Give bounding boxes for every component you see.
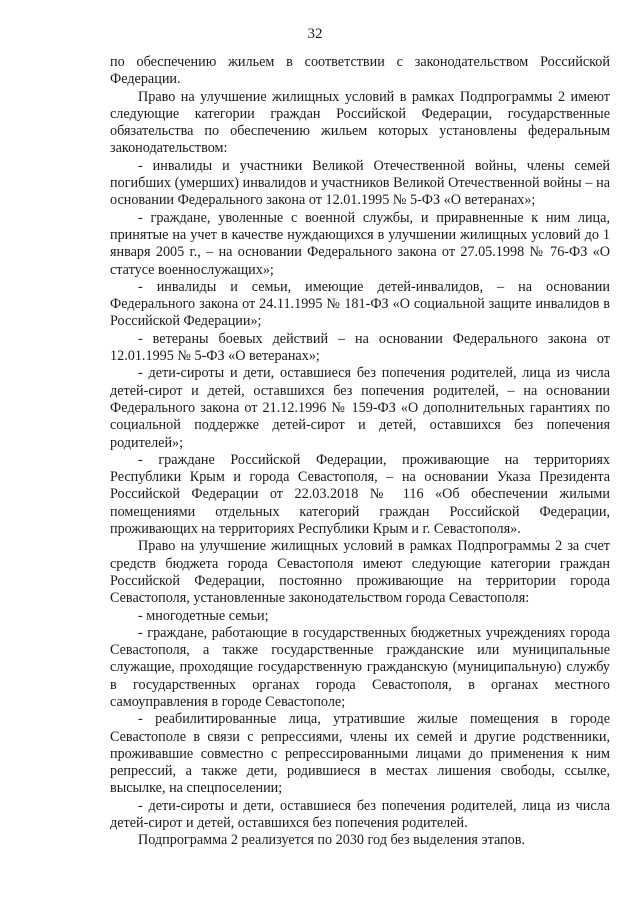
list-item: - многодетные семьи;: [138, 607, 269, 624]
list-item: - граждане Российской Федерации, проживающие на территориях Республики Крым и города Севастополя, – на основании Указа Президента Российской Федерации от 22.03.2018 № 116 «Об обеспечении жилыми помещениями отдельных категорий граждан Российской Федерации, проживающих на территориях Республики Крым и г. Севастополя».: [110, 451, 610, 538]
list-item: - инвалиды и участники Великой Отечественной войны, члены семей погибших (умерших) инвалидов и участников Великой Отечественной войны – на основании Федерального закона от 12.01.1995 № 5-ФЗ «О ветеранах»;: [110, 157, 610, 209]
list-item: - дети-сироты и дети, оставшиеся без попечения родителей, лица из числа детей-сирот и детей, оставшихся без попечения родителей, – на основании Федерального закона от 21.12.1996 № 159-ФЗ «О дополнительных гарантиях по социальной поддержке детей-сирот и детей, оставшихся без попечения родителей»;: [110, 365, 610, 451]
list-item: - дети-сироты и дети, оставшиеся без попечения родителей, лица из числа детей-сирот и детей, оставшихся без попечения родителей.: [110, 797, 610, 832]
paragraph: Право на улучшение жилищных условий в рамках Подпрограммы 2 за счет средств бюджета города Севастополя имеют следующие категории граждан Российской Федерации, постоянно проживающие на территории города Севастополя, установленные законодательством города Севастополя:: [110, 538, 610, 607]
body-text: [110, 54, 610, 850]
list-item: - граждане, работающие в государственных бюджетных учреждениях города Севастополя, а также государственные гражданские или муниципальные служащие, проходящие государственную гражданскую (муниципальную) службу в государственных органах города Севастополя, в органах местного самоуправления в городе Севастополе;: [110, 624, 610, 710]
paragraph: Подпрограмма 2 реализуется по 2030 год без выделения этапов.: [138, 832, 526, 849]
paragraph: Право на улучшение жилищных условий в рамках Подпрограммы 2 имеют следующие категории граждан Российской Федерации, государственные обязательства по обеспечению жильем которых установлены федеральным законодательством:: [110, 88, 610, 157]
list-item: - ветераны боевых действий – на основании Федерального закона от 12.01.1995 № 5-ФЗ «О ветеранах»;: [110, 330, 610, 365]
list-item: - реабилитированные лица, утратившие жилые помещения в городе Севастополе в связи с репрессиями, члены их семей и другие родственники, проживавшие совместно с репрессированными лицами до применения к ним репрессий, а также дети, родившиеся в местах лишения свободы, ссылке, высылке, на спецпоселении;: [110, 711, 610, 797]
page-number: 32: [307, 26, 323, 42]
paragraph: по обеспечению жильем в соответствии с законодательством Российской Федерации.: [110, 54, 610, 88]
list-item: - инвалиды и семьи, имеющие детей-инвалидов, – на основании Федерального закона от 24.11.1995 № 181-ФЗ «О социальной защите инвалидов в Российской Федерации»;: [110, 278, 610, 330]
list-item: - граждане, уволенные с военной службы, и приравненные к ним лица, принятые на учет в качестве нуждающихся в улучшении жилищных условий до 1 января 2005 г., – на основании Федерального закона от 27.05.1998 № 76-ФЗ «О статусе военнослужащих»;: [110, 209, 610, 278]
